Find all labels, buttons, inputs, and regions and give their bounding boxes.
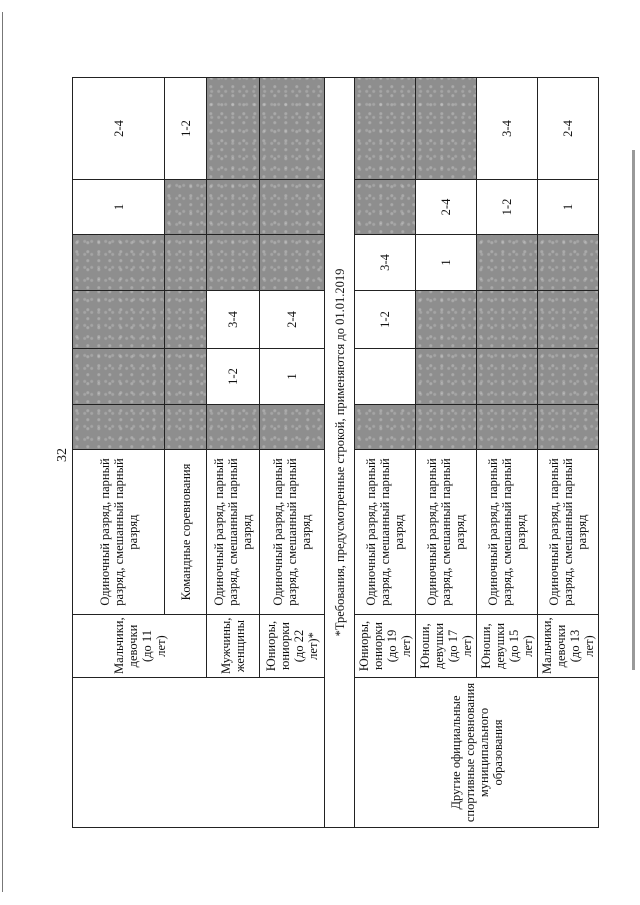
place-cell: 1 [538, 180, 599, 235]
section-title-cell: Другие официальные спортивные соревнования муниципального образования [355, 678, 599, 828]
group-cell: Юниоры, юниорки (до 22 лет)* [260, 615, 325, 678]
place-cell: 3-4 [355, 235, 416, 291]
place-cell [260, 235, 325, 291]
discipline-cell: Одиночный разряд, парный разряд, смешанный парный разряд [355, 450, 416, 615]
place-cell [355, 405, 416, 450]
discipline-cell: Одиночный разряд, парный разряд, смешанный парный разряд [477, 450, 538, 615]
place-cell [538, 349, 599, 405]
discipline-cell: Одиночный разряд, парный разряд, смешанный парный разряд [73, 450, 165, 615]
place-cell [260, 405, 325, 450]
place-cell [355, 180, 416, 235]
place-cell: 1-2 [477, 180, 538, 235]
table-row [355, 78, 416, 828]
place-cell: 1-2 [355, 291, 416, 349]
note-cell: *Требования, предусмотренные строкой, применяются до 01.01.2019 [325, 78, 355, 828]
place-cell [165, 405, 207, 450]
group-cell: Юноши, девушки (до 15 лет) [477, 615, 538, 678]
place-cell [73, 235, 165, 291]
place-cell [477, 235, 538, 291]
place-cell [165, 235, 207, 291]
competition-table [72, 77, 599, 828]
place-cell [73, 291, 165, 349]
place-cell [207, 78, 260, 180]
place-cell: 1-2 [207, 349, 260, 405]
place-cell [538, 405, 599, 450]
place-cell: 3-4 [477, 78, 538, 180]
group-cell: Мужчины, женщины [207, 615, 260, 678]
rotated-table-container [72, 78, 596, 828]
group-cell: Юниоры, юниорки (до 19 лет) [355, 615, 416, 678]
place-cell: 2-4 [538, 78, 599, 180]
discipline-cell: Одиночный разряд, парный разряд, смешанный парный разряд [416, 450, 477, 615]
discipline-cell: Одиночный разряд, парный разряд, смешанный парный разряд [207, 450, 260, 615]
place-cell [538, 235, 599, 291]
place-cell [416, 349, 477, 405]
place-cell [416, 291, 477, 349]
table-row [73, 78, 165, 828]
place-cell [477, 291, 538, 349]
place-cell [207, 180, 260, 235]
group-cell: Мальчики, девочки (до 11 лет) [73, 615, 207, 678]
place-cell [260, 180, 325, 235]
place-cell [260, 78, 325, 180]
place-cell: 1-2 [165, 78, 207, 180]
discipline-cell: Одиночный разряд, парный разряд, смешанный парный разряд [260, 450, 325, 615]
place-cell [73, 405, 165, 450]
page-number: 32 [55, 448, 70, 462]
place-cell [477, 349, 538, 405]
rotated-table-frame [72, 78, 596, 828]
place-cell: 2-4 [416, 180, 477, 235]
group-cell: Мальчики, девочки (до 13 лет) [538, 615, 599, 678]
place-cell [165, 349, 207, 405]
place-cell [355, 78, 416, 180]
place-cell: 3-4 [207, 291, 260, 349]
discipline-cell: Одиночный разряд, парный разряд, смешанный парный разряд [538, 450, 599, 615]
place-cell [73, 349, 165, 405]
group-cell: Юноши, девушки (до 17 лет) [416, 615, 477, 678]
place-cell [355, 349, 416, 405]
place-cell [207, 235, 260, 291]
section-title-cell [73, 678, 325, 828]
note-row [325, 78, 355, 828]
place-cell: 1 [260, 349, 325, 405]
place-cell [416, 78, 477, 180]
place-cell: 2-4 [260, 291, 325, 349]
place-cell [165, 291, 207, 349]
place-cell [207, 405, 260, 450]
place-cell [165, 180, 207, 235]
place-cell: 1 [73, 180, 165, 235]
place-cell: 2-4 [73, 78, 165, 180]
place-cell: 1 [416, 235, 477, 291]
scan-edge-line [2, 12, 3, 892]
place-cell [416, 405, 477, 450]
place-cell [477, 405, 538, 450]
scan-margin-bar [632, 150, 635, 670]
discipline-cell: Командные соревнования [165, 450, 207, 615]
place-cell [538, 291, 599, 349]
